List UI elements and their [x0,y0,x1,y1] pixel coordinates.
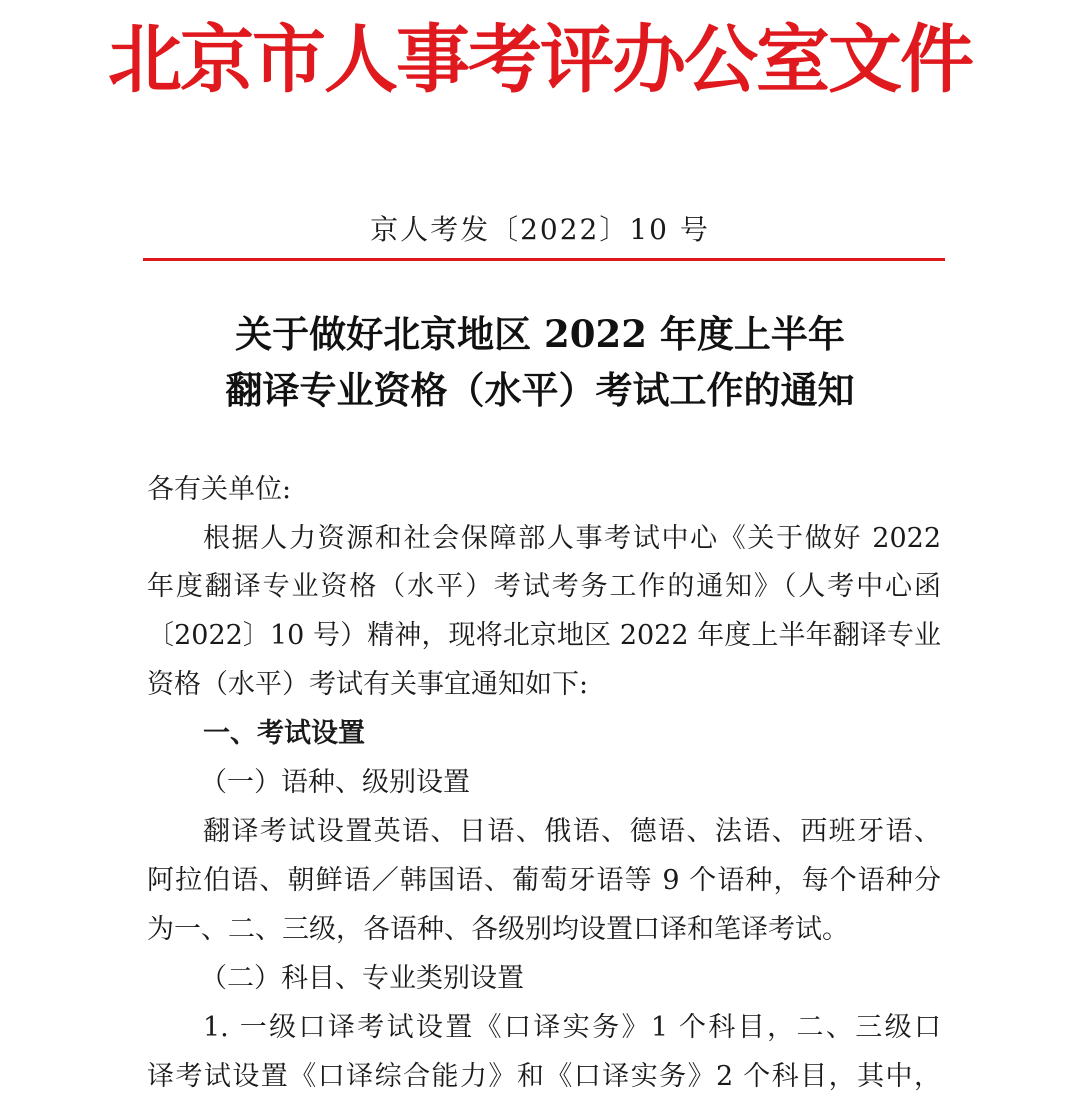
subsection-paragraph-line: 1. 一级口译考试设置《口译实务》1 个科目，二、三级口 [203,1012,941,1043]
subsection-heading: （二）科目、专业类别设置 [200,963,524,994]
document-number: 京人考发〔2022〕10 号 [370,213,710,246]
section-heading: 一、考试设置 [203,718,365,749]
document-title-line-1: 关于做好北京地区 2022 年度上半年 [235,312,845,356]
red-divider-line [143,258,945,261]
subsection-paragraph-line: 译考试设置《口译综合能力》和《口译实务》2 个科目，其中， [147,1061,941,1092]
subsection-paragraph-line: 为一、二、三级，各语种、各级别均设置口译和笔译考试。 [147,914,849,945]
intro-paragraph-line: 根据人力资源和社会保障部人事考试中心《关于做好 2022 [203,523,941,554]
intro-paragraph-line: 〔2022〕10 号）精神，现将北京地区 2022 年度上半年翻译专业 [147,620,941,651]
subsection-paragraph-line: 阿拉伯语、朝鲜语／韩国语、葡萄牙语等 9 个语种，每个语种分 [147,865,941,896]
subsection-paragraph-line: 翻译考试设置英语、日语、俄语、德语、法语、西班牙语、 [203,816,941,847]
subsection-heading: （一）语种、级别设置 [200,767,470,798]
issuer-header: 北京市人事考评办公室文件 [108,17,972,103]
intro-paragraph-line: 资格（水平）考试有关事宜通知如下: [147,669,589,700]
document-title-line-2: 翻译专业资格（水平）考试工作的通知 [225,368,855,412]
salutation: 各有关单位: [147,474,292,505]
intro-paragraph-line: 年度翻译专业资格（水平）考试考务工作的通知》（人考中心函 [147,571,941,602]
